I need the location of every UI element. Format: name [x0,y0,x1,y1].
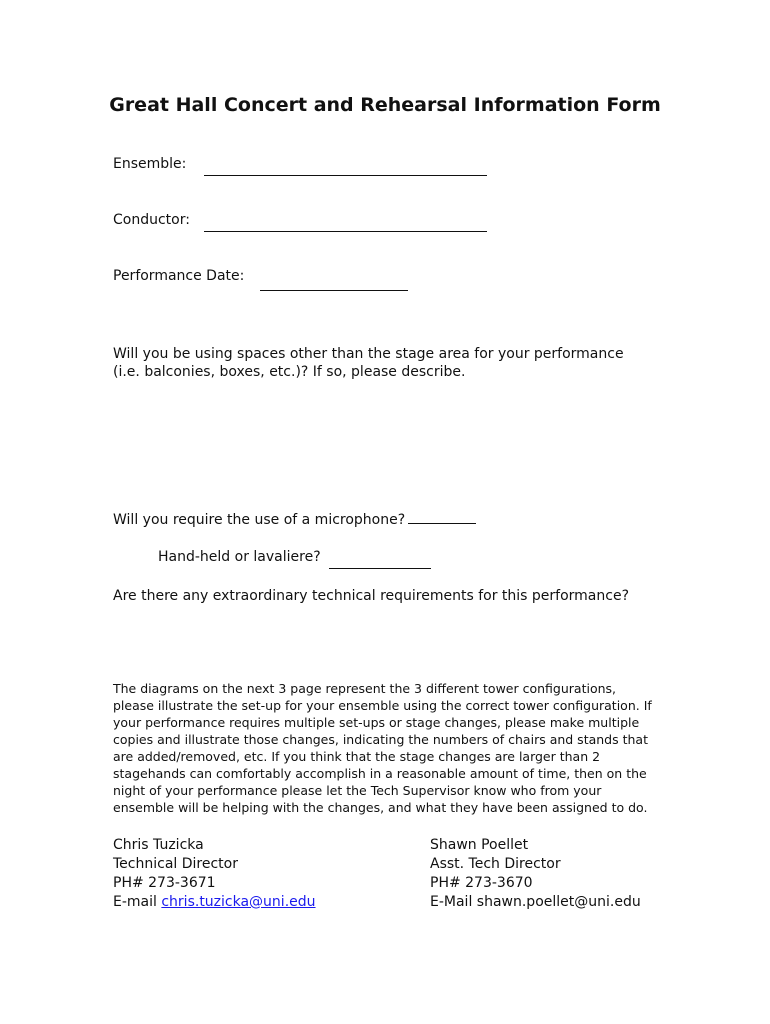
technical-question: Are there any extraordinary technical requirements for this performance? [113,588,630,604]
contact-right-phone: PH# 273-3670 [430,875,533,891]
handheld-field[interactable] [329,568,431,569]
contact-left-phone: PH# 273-3671 [113,875,216,891]
contact-right [430,836,641,912]
handheld-question: Hand-held or lavaliere? [158,549,321,565]
spaces-question: Will you be using spaces other than the stage area for your performance (i.e. balconies, boxes, etc.)? If so, please describe. [113,346,624,380]
conductor-field[interactable] [204,231,487,232]
contact-left-role: Technical Director [113,856,238,872]
microphone-question: Will you require the use of a microphone? [113,512,406,528]
microphone-field[interactable] [408,523,476,524]
contact-right-role: Asst. Tech Director [430,856,561,872]
contact-left-email-prefix: E-mail [113,894,157,910]
contact-right-email-line: E-Mail shawn.poellet@uni.edu [430,894,641,910]
page-title: Great Hall Concert and Rehearsal Information Form [109,94,661,116]
contact-left-email-line [113,893,316,912]
contact-left-name: Chris Tuzicka [113,837,204,853]
contact-left [113,836,316,912]
ensemble-label: Ensemble: [113,156,187,172]
contact-right-name: Shawn Poellet [430,837,529,853]
contact-left-email-link[interactable]: chris.tuzicka@uni.edu [161,894,316,910]
ensemble-field[interactable] [204,175,487,176]
conductor-label: Conductor: [113,212,190,228]
instructions-paragraph: The diagrams on the next 3 page represent the 3 different tower configurations, please illustrate the set-up for your ensemble using the correct tower configuration. If your performance requires multiple set-ups or stage changes, please make multiple copies and illustrate those changes, indicating the numbers of chairs and stands that are added/removed, etc. If you think that the stage changes are larger than 2 stagehands can comfortably accomplish in a reasonable amount of time, then on the night of your performance please let the Tech Supervisor know who from your ensemble will be helping with the changes, and what they have been assigned to do. [113,681,652,815]
performance-date-label: Performance Date: [113,268,245,284]
performance-date-field[interactable] [260,290,408,291]
